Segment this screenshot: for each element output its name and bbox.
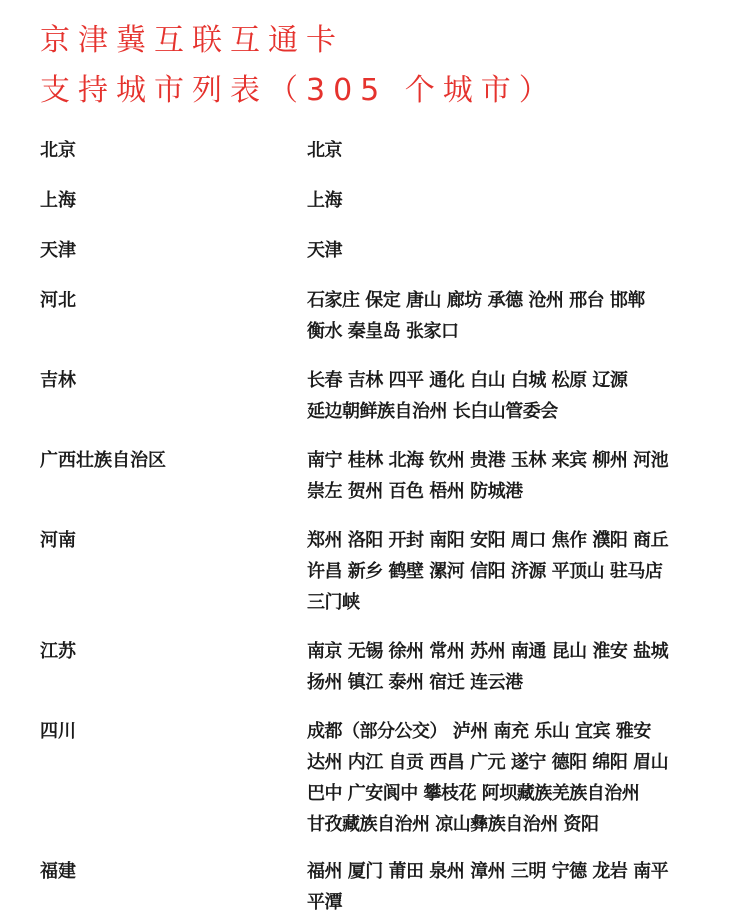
province-name: 河南 <box>40 530 76 551</box>
list-item-shanghai <box>40 185 730 235</box>
city-names <box>307 135 730 166</box>
city-line: 郑州 洛阳 开封 南阳 安阳 周口 焦作 濮阳 商丘 <box>307 530 669 551</box>
city-line: 天津 <box>307 240 342 261</box>
province-name: 北京 <box>40 140 76 161</box>
city-line: 长春 吉林 四平 通化 白山 白城 松原 辽源 <box>307 370 628 391</box>
city-line: 上海 <box>307 190 342 211</box>
city-line: 达州 内江 自贡 西昌 广元 遂宁 德阳 绵阳 眉山 <box>307 752 669 773</box>
list-item-jiangsu <box>40 636 730 716</box>
city-names <box>307 525 730 618</box>
city-line: 北京 <box>307 140 342 161</box>
province-name: 江苏 <box>40 641 76 662</box>
province-name: 四川 <box>40 721 76 742</box>
list-item-fujian <box>40 856 730 918</box>
city-names <box>307 716 730 840</box>
city-line: 延边朝鲜族自治州 长白山管委会 <box>307 401 558 422</box>
list-item-jilin <box>40 365 730 445</box>
city-line: 石家庄 保定 唐山 廊坊 承德 沧州 邢台 邯郸 <box>307 290 645 311</box>
province-name: 河北 <box>40 290 76 311</box>
list-item-guangxi <box>40 445 730 525</box>
province-name: 天津 <box>40 240 76 261</box>
city-line: 衡水 秦皇岛 张家口 <box>307 321 459 342</box>
list-item-sichuan <box>40 716 730 856</box>
city-line: 平潭 <box>307 892 342 913</box>
city-names <box>307 285 730 347</box>
city-line: 三门峡 <box>307 592 360 613</box>
city-names <box>307 856 730 918</box>
city-line: 南京 无锡 徐州 常州 苏州 南通 昆山 淮安 盐城 <box>307 641 669 662</box>
city-names <box>307 636 730 698</box>
province-name: 广西壮族自治区 <box>40 450 166 471</box>
province-name: 福建 <box>40 861 76 882</box>
page-title: 京津冀互联互通卡 <box>40 23 344 58</box>
list-item-hebei <box>40 285 730 365</box>
city-names <box>307 235 730 266</box>
city-names <box>307 445 730 507</box>
city-line: 福州 厦门 莆田 泉州 漳州 三明 宁德 龙岩 南平 <box>307 861 669 882</box>
province-name: 吉林 <box>40 370 76 391</box>
city-line: 甘孜藏族自治州 凉山彝族自治州 资阳 <box>307 814 599 835</box>
city-line: 扬州 镇江 泰州 宿迁 连云港 <box>307 672 523 693</box>
page-subtitle: 支持城市列表（305 个城市） <box>40 73 557 108</box>
city-list <box>40 135 730 918</box>
list-item-henan <box>40 525 730 636</box>
province-name: 上海 <box>40 190 76 211</box>
city-line: 许昌 新乡 鹤壁 漯河 信阳 济源 平顶山 驻马店 <box>307 561 663 582</box>
city-names <box>307 365 730 427</box>
list-item-beijing <box>40 135 730 185</box>
city-line: 崇左 贺州 百色 梧州 防城港 <box>307 481 523 502</box>
city-names <box>307 185 730 216</box>
page-header <box>40 16 730 116</box>
list-item-tianjin <box>40 235 730 285</box>
city-line: 巴中 广安阆中 攀枝花 阿坝藏族羌族自治州 <box>307 783 640 804</box>
city-line: 南宁 桂林 北海 钦州 贵港 玉林 来宾 柳州 河池 <box>307 450 669 471</box>
city-line: 成都（部分公交） 泸州 南充 乐山 宜宾 雅安 <box>307 721 651 742</box>
